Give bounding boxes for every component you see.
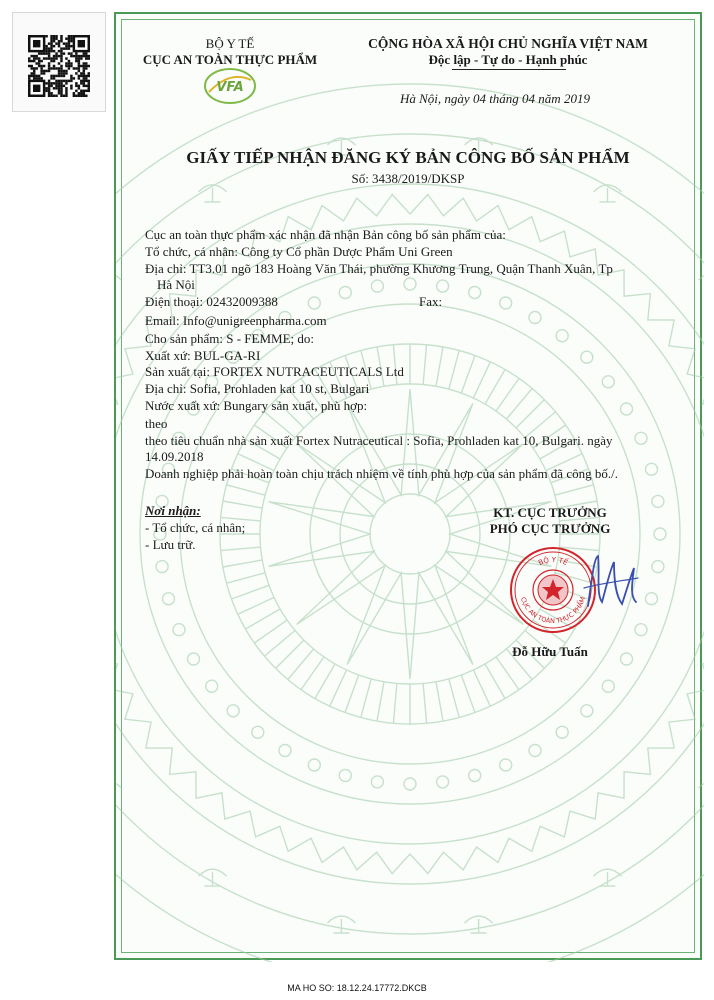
svg-text:VFA: VFA	[216, 80, 244, 95]
recipients-label: Nơi nhận:	[145, 503, 201, 518]
email-line: Email: Info@unigreenpharma.com	[145, 313, 327, 328]
theo-line: theo	[145, 416, 168, 431]
svg-text:CỤC AN TOÀN THỰC PHẨM: CỤC AN TOÀN THỰC PHẨM	[518, 595, 588, 626]
ministry-name: BỘ Y TẾ	[205, 36, 255, 51]
address-line-2: Hà Nội	[157, 277, 195, 292]
svg-text:BỘ Y TẾ: BỘ Y TẾ	[537, 555, 569, 568]
vfa-logo	[203, 66, 257, 106]
signer-name: Đỗ Hữu Tuấn	[512, 644, 588, 659]
recipient-item: - Lưu trữ.	[145, 537, 196, 552]
standard-line-2: 14.09.2018	[145, 449, 204, 464]
intro-line: Cục an toàn thực phẩm xác nhận đã nhận Bản công bố sản phẩm của:	[145, 227, 506, 242]
document-title: GIẤY TIẾP NHẬN ĐĂNG KÝ BẢN CÔNG BỐ SẢN PHẨM	[186, 148, 630, 167]
origin-line: Xuất xứ: BUL-GA-RI	[145, 348, 261, 363]
manufacturer-address-line: Địa chỉ: Sofia, Prohladen kat 10 st, Bulgari	[145, 381, 370, 396]
agency-name: CỤC AN TOÀN THỰC PHẨM	[142, 52, 318, 67]
standard-line-1: theo tiêu chuẩn nhà sản xuất Fortex Nutraceutical : Sofia, Prohladen kat 10, Bulgari. ngày	[145, 433, 613, 448]
fax-line: Fax:	[419, 294, 443, 309]
origin-country-line: Nước xuất xứ: Bungary sản xuất, phù hợp:	[145, 398, 368, 413]
responsibility-line: Doanh nghiệp phải hoàn toàn chịu trách nhiệm về tính phù hợp của sản phẩm đã công bố./.	[145, 466, 618, 481]
organization-line: Tổ chức, cá nhân: Công ty Cổ phần Dược Phẩm Uni Green	[145, 244, 453, 259]
country-name: CỘNG HÒA XÃ HỘI CHỦ NGHĨA VIỆT NAM	[368, 36, 648, 51]
qr-code-icon	[28, 35, 90, 97]
signature	[580, 548, 644, 618]
dossier-code: MA HO SO: 18.12.24.17772.DKCB	[287, 983, 427, 993]
address-line-1: Địa chỉ: TT3.01 ngõ 183 Hoàng Văn Thái, phường Khương Trung, Quận Thanh Xuân, Tp	[145, 261, 613, 276]
document-number: Số: 3438/2019/DKSP	[351, 171, 465, 186]
signer-title-1: KT. CỤC TRƯỞNG	[493, 505, 607, 520]
manufacturer-line: Sản xuất tại: FORTEX NUTRACEUTICALS Ltd	[145, 364, 404, 379]
product-line: Cho sản phẩm: S - FEMME; do:	[145, 331, 315, 346]
issue-date: Hà Nội, ngày 04 tháng 04 năm 2019	[400, 91, 590, 106]
national-motto: Độc lập - Tự do - Hạnh phúc	[428, 52, 588, 67]
recipient-item: - Tổ chức, cá nhân;	[145, 520, 246, 535]
signer-title-2: PHÓ CỤC TRƯỞNG	[489, 521, 611, 536]
qr-code	[12, 12, 106, 112]
motto-underline	[452, 69, 566, 70]
phone-line: Điện thoại: 02432009388	[145, 294, 278, 309]
